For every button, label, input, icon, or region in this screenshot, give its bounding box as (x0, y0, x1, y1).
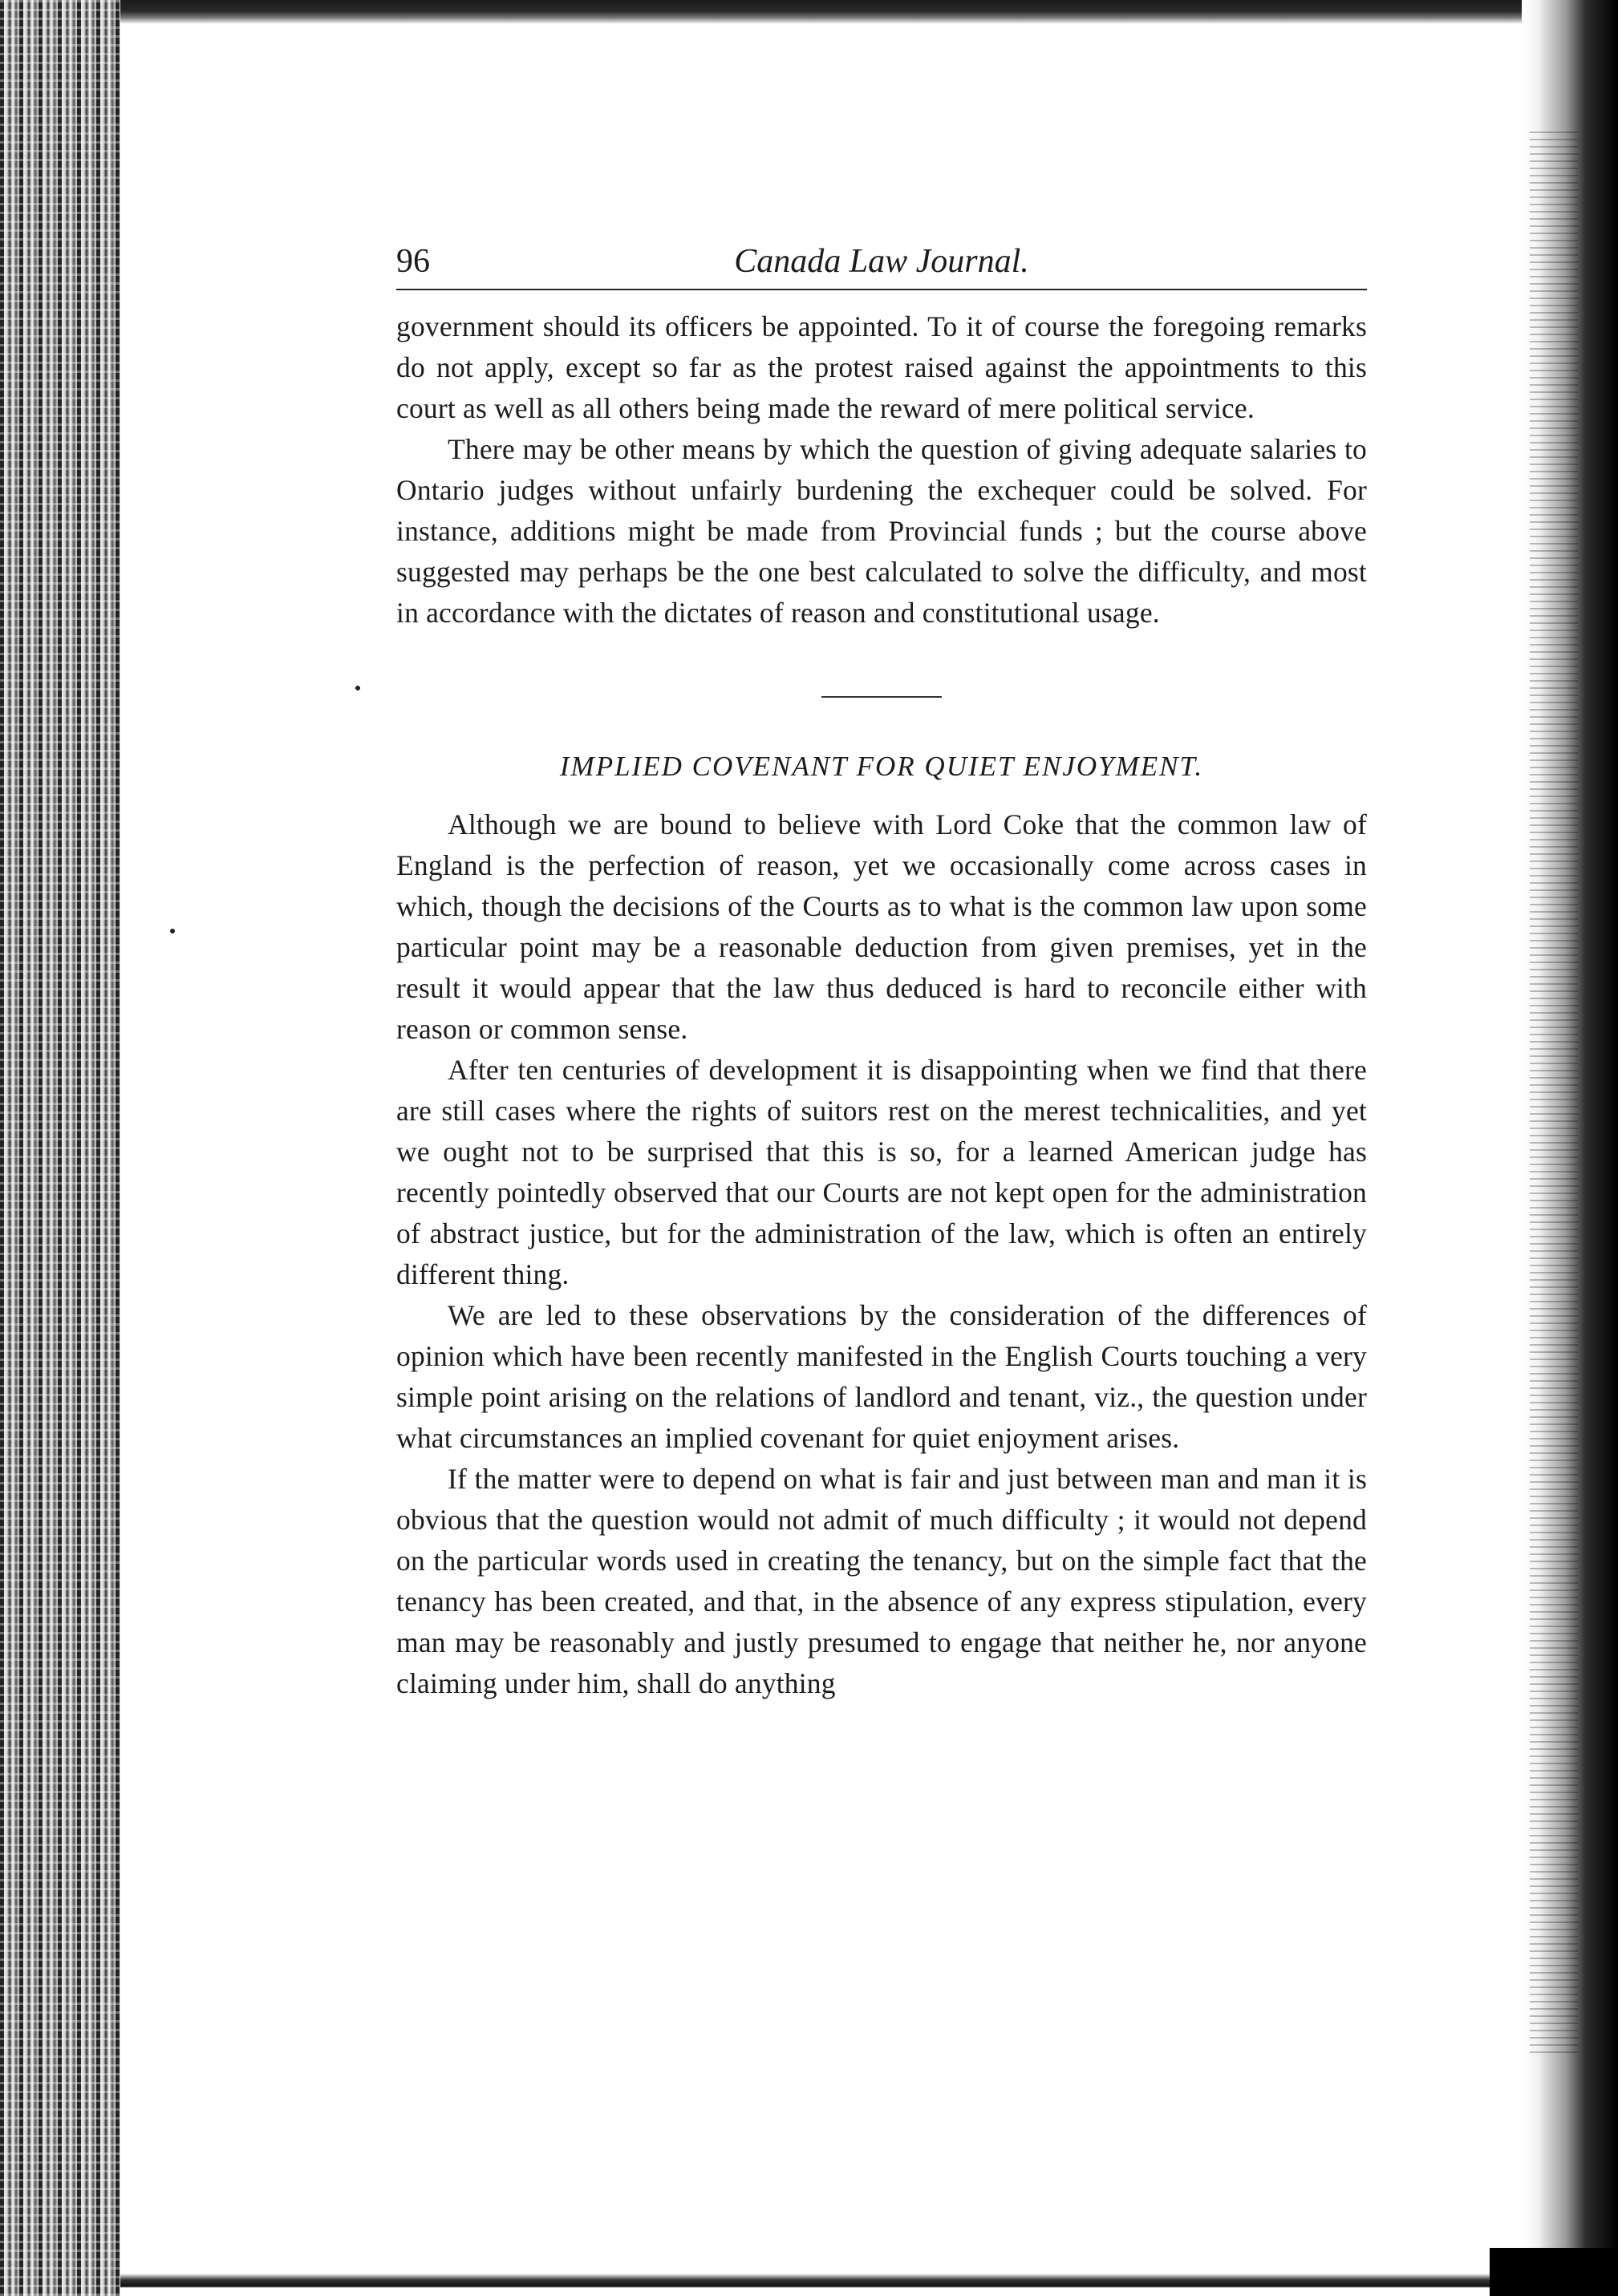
scan-bottom-edge (120, 2274, 1532, 2296)
paragraph: We are led to these observations by the consideration of the differences of opinion which have been recently manifested in the English Courts touching a very simple point arising on the relations of landlord and tenant, viz., the question under what circumstances an implied covenant for quiet enjoyment arises. (396, 1299, 1367, 1454)
scan-corner-shadow (1490, 2248, 1618, 2296)
paragraph-continuation: government should its officers be appointed. To it of course the foregoing remarks do not apply, except so far as the protest raised against the appointments to this court as well as all others being made the reward of mere political service. (396, 310, 1367, 424)
document-page (396, 241, 1367, 1704)
running-header (396, 241, 1367, 290)
paragraph: If the matter were to depend on what is fair and just between man and man it is obvious that the question would not admit of much difficulty ; it would not depend on the particular words used in creating the tenancy, but on the simple fact that the tenancy has been created, and that, in the absence of any express stipulation, every man may be reasonably and justly presumed to engage that neither he, nor anyone claiming under him, shall do anything (396, 1463, 1367, 1699)
journal-title: Canada Law Journal. (734, 243, 1029, 280)
paragraph: There may be other means by which the question of giving adequate salaries to Ontario judges without unfairly burdening the exchequer could be solved. For instance, additions might be made from Provincial funds ; but the course above suggested may perhaps be the one best calculated to solve the difficulty, and most in accordance with the dictates of reason and constitutional usage. (396, 433, 1367, 629)
margin-speck (170, 929, 175, 933)
margin-speck (355, 686, 360, 690)
paragraph: After ten centuries of development it is disappointing when we find that there are still cases where the rights of suitors rest on the merest technicalities, and yet we ought not to be surprised that this is so, for a learned American judge has recently pointedly observed that our Courts are not kept open for the administration of abstract justice, but for the administration of the law, which is often an entirely different thing. (396, 1054, 1367, 1290)
section-divider (821, 696, 942, 698)
section-heading: IMPLIED COVENANT FOR QUIET ENJOYMENT. (559, 751, 1204, 782)
scan-top-edge (120, 0, 1532, 24)
scan-binding-edge (0, 0, 120, 2296)
paragraph: Although we are bound to believe with Lord Coke that the common law of England is the perfection of reason, yet we occasionally come across cases in which, though the decisions of the Courts as to what is the common law upon some particular point may be a reasonable deduction from given premises, yet in the result it would appear that the law thus deduced is hard to reconcile either with reason or common sense. (396, 808, 1367, 1045)
page-number: 96 (396, 243, 430, 280)
scan-right-edge (1522, 0, 1618, 2296)
article-body (396, 306, 1367, 1704)
